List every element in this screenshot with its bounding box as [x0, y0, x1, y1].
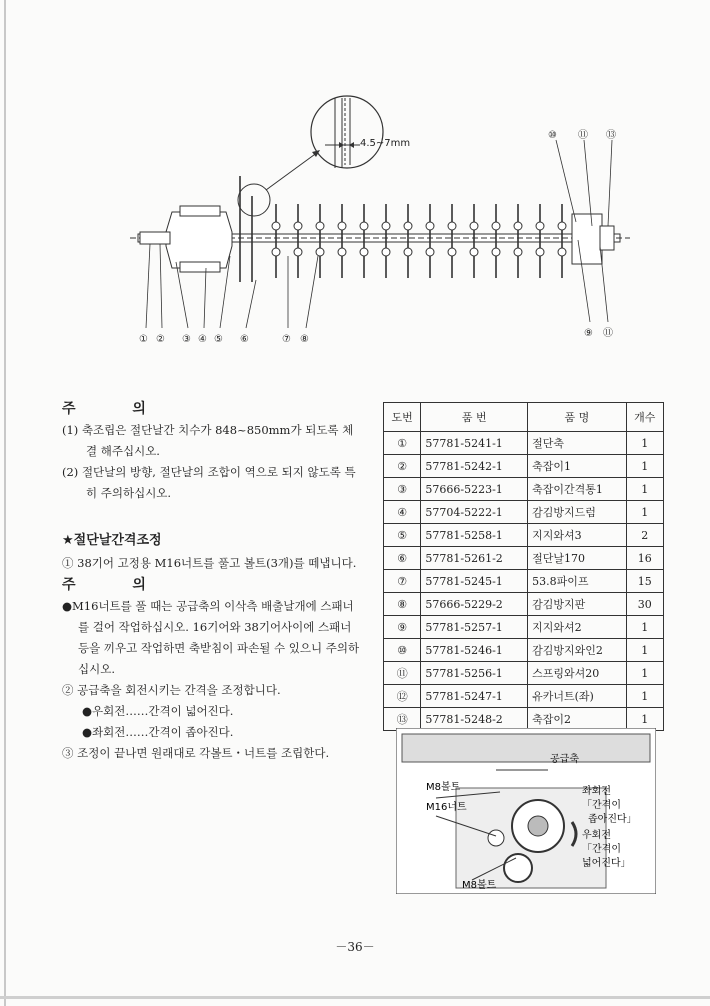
cell-part-number: 57781-5242-1 [421, 455, 528, 478]
cell-part-number: 57781-5258-1 [421, 524, 528, 547]
cell-part-number: 57781-5247-1 [421, 685, 528, 708]
cell-qty: 1 [626, 501, 663, 524]
table-row [384, 593, 664, 616]
label-supply-shaft: 공급축 [550, 754, 579, 765]
cell-qty: 1 [626, 708, 663, 731]
cell-part-name: 절단날170 [528, 547, 627, 570]
cell-qty: 1 [626, 616, 663, 639]
callout-11-lower: ⑪ [603, 328, 613, 339]
col-header-part-number: 품 번 [421, 403, 528, 432]
cell-part-name: 53.8파이프 [528, 570, 627, 593]
cutter-shaft-diagram [0, 0, 710, 360]
cell-part-number: 57781-5241-1 [421, 432, 528, 455]
cell-part-name: 축잡이2 [528, 708, 627, 731]
caution-item-2: (2) 절단날의 방향, 절단날의 조합이 역으로 되지 않도록 특히 주의하십시오. [62, 465, 356, 500]
cell-no: ⑫ [384, 685, 421, 708]
right-rotation-note: ●우회전……간격이 넓어진다. [82, 704, 234, 718]
callout-1: ① [139, 334, 148, 345]
cell-part-name: 스프링와셔20 [528, 662, 627, 685]
cell-qty: 1 [626, 639, 663, 662]
parts-table [383, 402, 664, 731]
cell-part-name: 축잡이1 [528, 455, 627, 478]
cell-part-name: 지지와셔2 [528, 616, 627, 639]
cell-part-number: 57781-5246-1 [421, 639, 528, 662]
label-left-rotation: 좌회전 [582, 786, 611, 797]
label-right-rotation-gap: 「간격이 [582, 844, 621, 855]
cell-no: ③ [384, 478, 421, 501]
label-m8-bolt-top: M8볼트 [426, 782, 461, 793]
cell-part-name: 지지와셔3 [528, 524, 627, 547]
section-title: ★절단날간격조정 [62, 533, 162, 548]
cell-no: ⑪ [384, 662, 421, 685]
label-m8-bolt-bottom: M8볼트 [462, 880, 497, 891]
step-1: ① 38기어 고정용 M16너트를 풀고 볼트(3개)를 떼냅니다. [62, 556, 357, 570]
cell-no: ⑦ [384, 570, 421, 593]
caution-item-1: (1) 축조립은 절단날간 치수가 848~850mm가 되도록 체결 해주십시오. [62, 423, 354, 458]
callout-10: ⑩ [548, 130, 557, 141]
cell-part-name: 절단축 [528, 432, 627, 455]
cell-qty: 15 [626, 570, 663, 593]
callout-11-upper: ⑪ [578, 130, 588, 141]
cell-part-number: 57781-5256-1 [421, 662, 528, 685]
label-right-rotation-wide: 넓어진다」 [582, 858, 631, 869]
cell-no: ⑨ [384, 616, 421, 639]
label-left-rotation-narrow: 좁아진다」 [588, 814, 637, 825]
col-header-no: 도번 [384, 403, 421, 432]
label-right-rotation: 우회전 [582, 830, 611, 841]
gear-adjustment-photo [396, 728, 656, 894]
cell-qty: 2 [626, 524, 663, 547]
table-row [384, 616, 664, 639]
cell-no: ⑤ [384, 524, 421, 547]
cell-no: ⑧ [384, 593, 421, 616]
cell-part-name: 감김방지판 [528, 593, 627, 616]
cell-part-number: 57781-5248-2 [421, 708, 528, 731]
callout-7: ⑦ [282, 334, 291, 345]
table-row [384, 662, 664, 685]
callout-8: ⑧ [300, 334, 309, 345]
callout-2: ② [156, 334, 165, 345]
table-row [384, 455, 664, 478]
cell-no: ① [384, 432, 421, 455]
table-row [384, 639, 664, 662]
col-header-part-name: 품 명 [528, 403, 627, 432]
cell-part-name: 감김방지드럼 [528, 501, 627, 524]
cell-qty: 1 [626, 432, 663, 455]
cell-no: ⑥ [384, 547, 421, 570]
callout-3: ③ [182, 334, 191, 345]
table-row [384, 501, 664, 524]
callout-6: ⑥ [240, 334, 249, 345]
cell-part-number: 57704-5222-1 [421, 501, 528, 524]
table-row [384, 685, 664, 708]
cell-no: ⑬ [384, 708, 421, 731]
table-row [384, 478, 664, 501]
detail-magnifier-circle [311, 96, 383, 168]
step-3: ③ 조정이 끝나면 원래대로 각볼트・너트를 조립한다. [62, 746, 330, 760]
callout-5: ⑤ [214, 334, 223, 345]
cell-qty: 1 [626, 478, 663, 501]
cell-part-number: 57781-5257-1 [421, 616, 528, 639]
cell-part-number: 57781-5245-1 [421, 570, 528, 593]
table-row [384, 547, 664, 570]
step-2: ② 공급축을 회전시키는 간격을 조정합니다. [62, 683, 281, 697]
cell-part-name: 감김방지와인2 [528, 639, 627, 662]
label-m16-nut: M16너트 [426, 802, 467, 813]
cell-no: ⑩ [384, 639, 421, 662]
cell-qty: 1 [626, 685, 663, 708]
scan-edge-bottom [0, 996, 710, 999]
cell-part-number: 57666-5223-1 [421, 478, 528, 501]
col-header-qty: 개수 [626, 403, 663, 432]
cell-part-number: 57666-5229-2 [421, 593, 528, 616]
caution-heading-2: 주 의 [62, 577, 172, 593]
caution-heading-1: 주 의 [62, 401, 172, 417]
notes-column [62, 398, 362, 764]
callout-13: ⑬ [606, 130, 616, 141]
cell-no: ④ [384, 501, 421, 524]
cell-part-number: 57781-5261-2 [421, 547, 528, 570]
table-row [384, 432, 664, 455]
table-header-row [384, 403, 664, 432]
gap-dimension-label: 4.5~7mm [360, 138, 411, 149]
cell-qty: 16 [626, 547, 663, 570]
label-left-rotation-gap: 「간격이 [582, 800, 621, 811]
cell-qty: 1 [626, 455, 663, 478]
cell-qty: 1 [626, 662, 663, 685]
callout-9: ⑨ [584, 328, 593, 339]
cell-part-name: 유카너트(좌) [528, 685, 627, 708]
callout-4: ④ [198, 334, 207, 345]
caution-bullet: ●M16너트를 풀 때는 공급축의 이삭측 배출날개에 스패너를 걸어 작업하십시오. 16기어와 38기어사이에 스패너등을 끼우고 작업하면 축받침이 파손될 수 있으니 주의하십시오. [62, 599, 360, 676]
page-number: －36－ [335, 940, 375, 954]
table-row [384, 524, 664, 547]
cell-qty: 30 [626, 593, 663, 616]
cell-part-name: 축잡이간격통1 [528, 478, 627, 501]
left-rotation-note: ●좌회전……간격이 좁아진다. [82, 725, 234, 739]
table-row [384, 570, 664, 593]
cell-no: ② [384, 455, 421, 478]
